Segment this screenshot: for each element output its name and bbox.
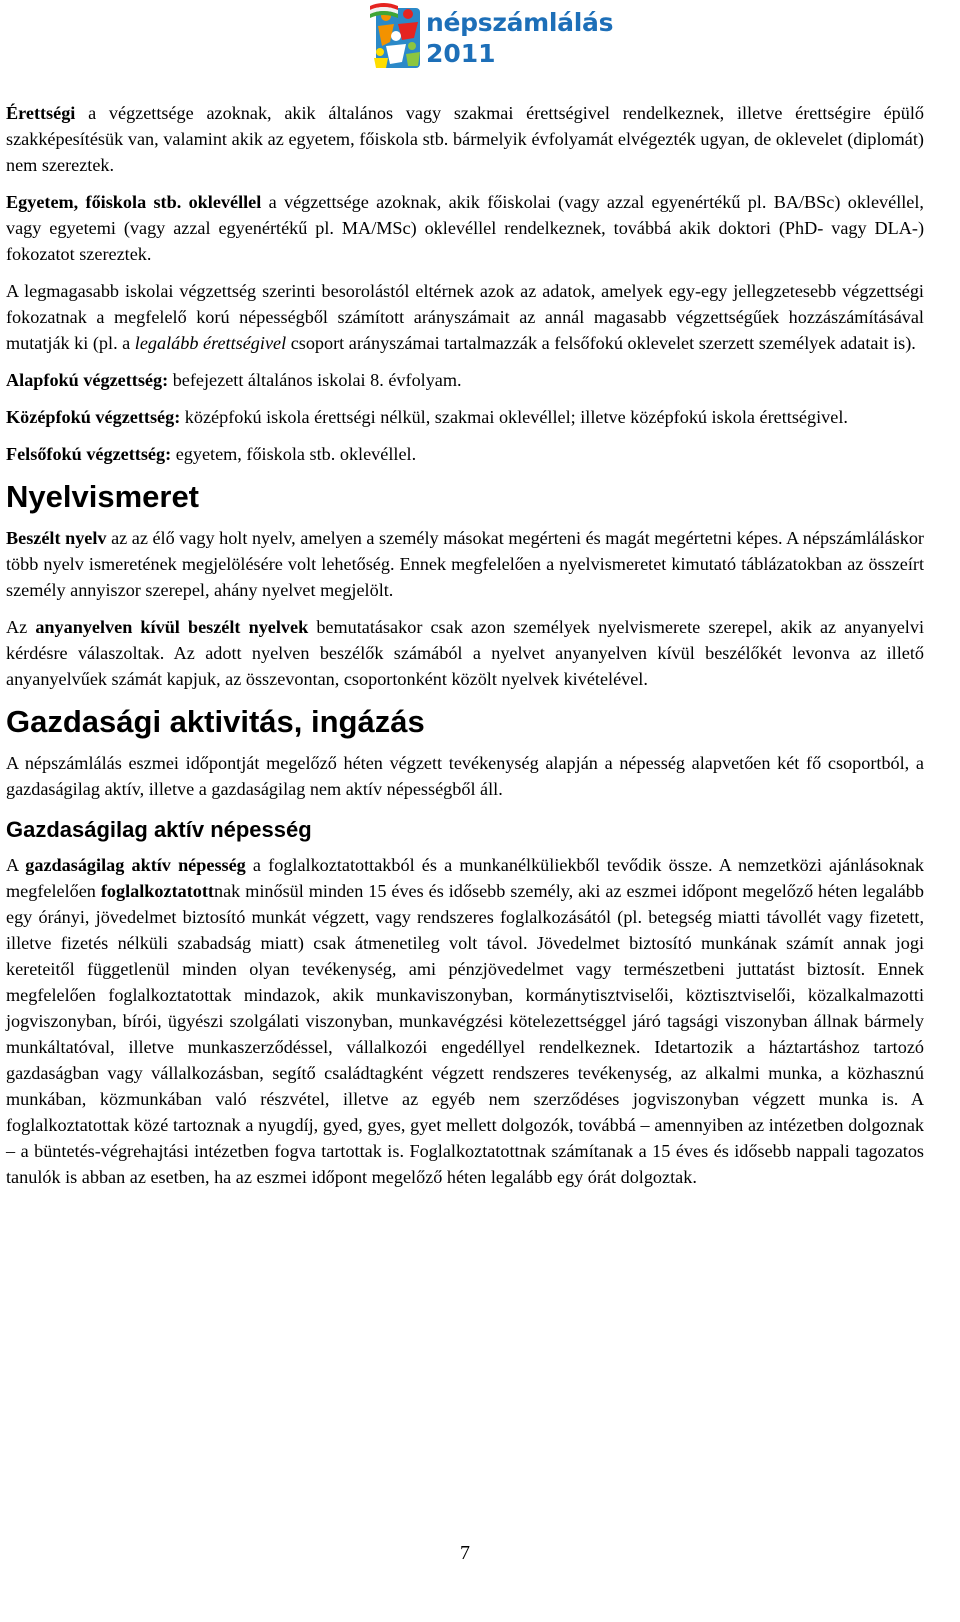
logo-word: népszámlálás: [426, 8, 614, 37]
paragraph-aktiv-nepesseg: A gazdaságilag aktív népesség a foglalkoztatottakból és a munkanélküliekből tevődik össze. A nemzetközi ajánlásoknak megfelelően foglalkoztatottnak minősül minden 15 éves és idősebb személy, aki az eszmei időpont megelőző héten legalább egy órányi, jövedelmet biztosító munkát végzett, vagy rendszeres foglalkozásától (pl. betegség miatti távollét vagy fizetett, illetve fizetés nélküli szabadság miatt) csak átmenetileg volt távol. Jövedelmet biztosító munkának számít annak jogi kereteitől függetlenül minden olyan tevékenység, ami pénzjövedelmet vagy természetbeni juttatást biztosít. Ennek megfelelően foglalkoztatottak mindazok, akik munkaviszonyban, kormánytisztviselői, köztisztviselői, közalkalmazotti jogviszonyban, bírói, ügyészi szolgálati viszonyban, munkavégzési kötelezettséggel járó tagsági viszonyban állnak bármely munkáltatóval, illetve munkaszerződéssel, vállalkozói engedéllyel rendelkeznek. Idetartozik a háztartáshoz tartozó gazdaságban vagy vállalkozásban, segítő családtagként végzett rendszeres tevékenység, az alkalmi munka, a közhasznú munkában, közmunkában való részvétel, illetve az egyéb nem szerződéses jogviszonyban végzett munka is. A foglalkoztatottak közé tartoznak a nyugdíj, gyed, gyes, gyet mellett dolgozók, továbbá – amennyiben az intézetben dolgoznak – a büntetés-végrehajtási intézetben fogva tartottak is. Foglalkoztatottnak számítanak a 15 éves és idősebb nappali tagozatos tanulók is abban az esetben, ha az eszmei időpont megelőző héten legalább egy órát dolgoztak.: [6, 855, 924, 1187]
paragraph-egyetem: Egyetem, főiskola stb. oklevéllel a végzettsége azoknak, akik főiskolai (vagy azzal egyenértékű pl. BA/BSc) oklevéllel, vagy egyetemi (vagy azzal egyenértékű pl. MA/MSc) oklevéllel rendelkeznek, továbbá akik doktori (PhD- vagy DLA-) fokozatot szereztek.: [6, 192, 924, 264]
paragraph-kozepfoku: Középfokú végzettség: középfokú iskola érettségi nélkül, szakmai oklevéllel; illetve középfokú iskola érettségivel.: [6, 407, 848, 427]
term-kozepfoku: Középfokú végzettség:: [6, 407, 181, 427]
heading-gazdasagi-aktivitas: Gazdasági aktivitás, ingázás: [6, 704, 425, 739]
hungarian-flag-icon: [368, 2, 400, 22]
paragraph-erettsegi: Érettségi a végzettsége azoknak, akik általános vagy szakmai érettségivel rendelkeznek, illetve érettségire épülő szakképesítésük van, valamint akik az egyetem, főiskola stb. bármelyik évfolyamát elvégezték ugyan, de oklevelet (diplomát) nem szereztek.: [6, 103, 924, 175]
term-alapfoku: Alapfokú végzettség:: [6, 370, 169, 390]
term-felsofoku: Felsőfokú végzettség:: [6, 444, 172, 464]
document-body: [6, 100, 924, 1201]
term-egyetem: Egyetem, főiskola stb. oklevéllel: [6, 192, 262, 212]
paragraph-gazdasagi-intro: A népszámlálás eszmei időpontját megelőző héten végzett tevékenység alapján a népesség alapvetően két fő csoportból, a gazdaságilag aktív, illetve a gazdaságilag nem aktív népességből áll.: [6, 753, 924, 799]
paragraph-legmagasabb: A legmagasabb iskolai végzettség szerinti besorolástól eltérnek azok az adatok, amelyek egy-egy jellegzetesebb végzettségi fokozatnak a megfelelő korú népességből számított arányszámait az annál magasabb végzettségűek hozzászámításával mutatják ki (pl. a legalább érettségivel csoport arányszámai tartalmazzák a felsőfokú oklevelet szerzett személyek adatait is).: [6, 281, 924, 353]
paragraph-felsofoku: Felsőfokú végzettség: egyetem, főiskola stb. oklevéllel.: [6, 444, 417, 464]
term-erettsegi: Érettségi: [6, 103, 76, 123]
heading-gazdasagilag-aktiv: Gazdaságilag aktív népesség: [6, 817, 312, 842]
paragraph-anyanyelven-kivul: Az anyanyelven kívül beszélt nyelvek bemutatásakor csak azon személyek nyelvismerete szerepel, akik az anyanyelvi kérdésre válaszoltak. Az adott nyelven beszélők számából a nyelvet anyanyelven kívül beszélőkét levonva az illető anyanyelvűek számát kapjuk, az összevontan, csoportonként közölt nyelvek kivételével.: [6, 617, 924, 689]
term-beszelt-nyelv: Beszélt nyelv: [6, 528, 107, 548]
logo-year: 2011: [426, 39, 496, 68]
census-logo: [368, 0, 614, 76]
term-gazdasagilag-aktiv: gazdaságilag aktív népesség: [25, 855, 246, 875]
paragraph-alapfoku: Alapfokú végzettség: befejezett általános iskolai 8. évfolyam.: [6, 370, 462, 390]
paragraph-beszelt-nyelv: Beszélt nyelv az az élő vagy holt nyelv, amelyen a személy másokat megérteni és magát megértetni képes. A népszámláláskor több nyelv ismeretének megjelölésére volt lehetőség. Ennek megfelelően a nyelvismeretet kimutató táblázatokban az összeírt személy annyiszor szerepel, ahány nyelvet megjelölt.: [6, 528, 924, 600]
term-anyanyelven-kivul: anyanyelven kívül beszélt nyelvek: [35, 617, 309, 637]
term-foglalkoztatott: foglalkoztatott: [100, 881, 214, 901]
term-legalabb-erettsegivel: legalább érettségivel: [134, 333, 287, 353]
heading-nyelvismeret: Nyelvismeret: [6, 479, 200, 514]
page-number: 7: [460, 1542, 470, 1564]
